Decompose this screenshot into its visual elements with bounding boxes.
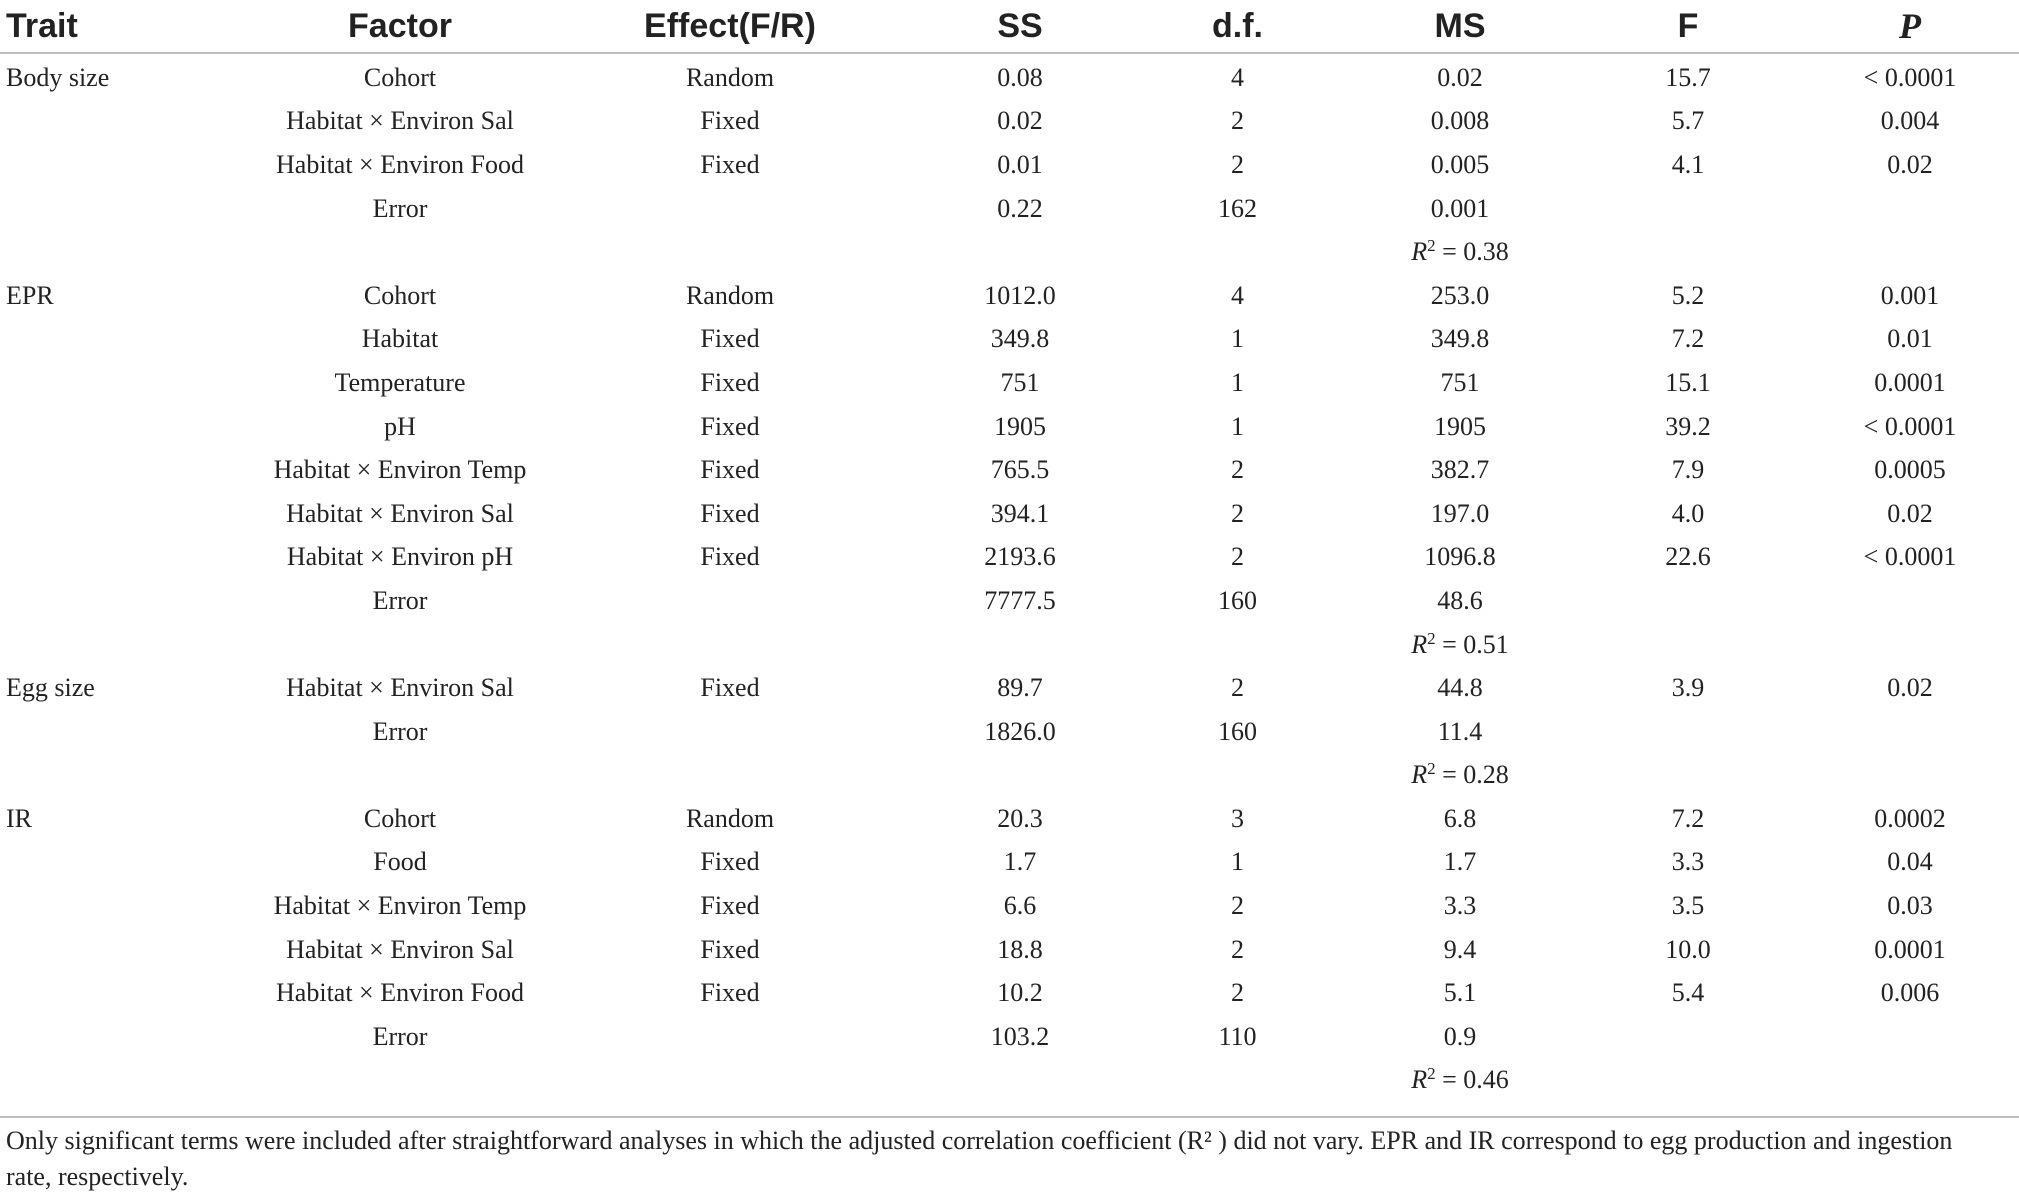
- cell-df: 1: [1231, 411, 1244, 441]
- cell-ms: 0.005: [1430, 149, 1490, 179]
- table-row: [0, 710, 2019, 754]
- cell-p: 0.01: [1887, 324, 1933, 354]
- cell-f: 4.0: [1671, 498, 1705, 528]
- cell-df: 4: [1231, 62, 1244, 92]
- cell-ss: 1012.0: [984, 280, 1056, 310]
- cell-factor: Temperature: [334, 367, 466, 397]
- table-row: [0, 100, 2019, 144]
- table-row: [0, 536, 2019, 580]
- cell-factor: Habitat × Environ Sal: [286, 934, 514, 964]
- cell-ms: 253.0: [1430, 280, 1490, 310]
- cell-trait: EPR: [6, 280, 54, 310]
- cell-ms: 0.008: [1430, 106, 1490, 136]
- cell-trait: [0, 187, 250, 231]
- table-row: [0, 318, 2019, 362]
- cell-df: 2: [1231, 498, 1244, 528]
- cell-f: 39.2: [1665, 411, 1711, 441]
- r-squared-number: = 0.38: [1442, 237, 1509, 267]
- r-squared-exponent: 2: [1427, 236, 1436, 256]
- cell-df: 2: [1231, 106, 1244, 136]
- cell-ss: 1905: [994, 411, 1046, 441]
- cell-f: 5.7: [1671, 106, 1705, 136]
- r-squared-value: [1411, 1065, 1509, 1094]
- cell-df: [1130, 230, 1345, 274]
- cell-p: < 0.0001: [1863, 62, 1957, 92]
- cell-f: [1575, 754, 1801, 798]
- cell-trait: [0, 841, 250, 885]
- cell-ss: 765.5: [990, 455, 1050, 485]
- cell-effect: Fixed: [700, 455, 760, 485]
- cell-trait: [0, 884, 250, 928]
- r-squared-symbol: R: [1411, 629, 1428, 659]
- footnote-line: Only significant terms were included after straightforward analyses in which the adjusted correlation coefficient (R² ) did not vary. EPR and IR correspond to egg production and ingestion: [6, 1126, 1953, 1155]
- header-ss: SS: [910, 0, 1130, 53]
- cell-p: 0.0005: [1874, 455, 1946, 485]
- cell-p: 0.03: [1887, 891, 1933, 921]
- cell-f: 5.4: [1671, 978, 1705, 1008]
- cell-effect: Fixed: [700, 542, 760, 572]
- cell-ss: [910, 1059, 1130, 1103]
- cell-ms: [1345, 230, 1575, 274]
- cell-effect: Fixed: [700, 934, 760, 964]
- cell-factor: Cohort: [363, 803, 437, 833]
- table-row: [0, 971, 2019, 1015]
- table-row: [0, 579, 2019, 623]
- cell-factor: Error: [372, 585, 428, 615]
- cell-effect: Fixed: [700, 106, 760, 136]
- cell-factor: Habitat × Environ Sal: [286, 106, 514, 136]
- cell-f: 15.7: [1665, 62, 1711, 92]
- header-f: F: [1575, 0, 1801, 53]
- cell-effect: [550, 1015, 910, 1059]
- cell-p: [1801, 754, 2019, 798]
- cell-p: [1801, 187, 2019, 231]
- cell-trait: [0, 492, 250, 536]
- table-row: [0, 754, 2019, 798]
- cell-ss: 7777.5: [984, 585, 1056, 615]
- cell-ms: 48.6: [1437, 585, 1483, 615]
- table-row: [0, 1059, 2019, 1103]
- cell-f: 4.1: [1671, 149, 1705, 179]
- table-row: [0, 274, 2019, 318]
- cell-df: 2: [1231, 455, 1244, 485]
- cell-effect: Random: [685, 62, 775, 92]
- cell-ss: 0.01: [997, 149, 1043, 179]
- cell-f: [1575, 187, 1801, 231]
- cell-ss: 89.7: [997, 673, 1043, 703]
- cell-p: [1801, 710, 2019, 754]
- cell-ms: [1345, 1059, 1575, 1103]
- cell-effect: Fixed: [700, 891, 760, 921]
- cell-factor: Habitat × Environ Food: [276, 149, 524, 179]
- cell-ms: 5.1: [1443, 978, 1477, 1008]
- table-row: [0, 361, 2019, 405]
- cell-f: 3.9: [1671, 673, 1705, 703]
- cell-ms: 9.4: [1443, 934, 1477, 964]
- cell-ss: 349.8: [990, 324, 1050, 354]
- cell-effect: Fixed: [700, 149, 760, 179]
- cell-ss: 20.3: [997, 803, 1043, 833]
- table-row: [0, 1015, 2019, 1059]
- cell-trait: [0, 536, 250, 580]
- cell-factor: Error: [372, 716, 428, 746]
- cell-effect: [550, 754, 910, 798]
- cell-df: 1: [1231, 324, 1244, 354]
- r-squared-number: = 0.28: [1442, 760, 1509, 790]
- cell-effect: [550, 230, 910, 274]
- cell-effect: Fixed: [700, 673, 760, 703]
- cell-p: 0.02: [1887, 498, 1933, 528]
- cell-ss: 394.1: [990, 498, 1050, 528]
- cell-df: 1: [1231, 367, 1244, 397]
- cell-p: 0.001: [1880, 280, 1940, 310]
- cell-trait: [0, 100, 250, 144]
- cell-ms: 1905: [1434, 411, 1486, 441]
- cell-trait: [0, 1015, 250, 1059]
- cell-ss: 6.6: [1003, 891, 1037, 921]
- cell-ms: 44.8: [1437, 673, 1483, 703]
- cell-ss: 1826.0: [984, 716, 1056, 746]
- cell-p: 0.0001: [1874, 367, 1946, 397]
- cell-p: [1801, 230, 2019, 274]
- cell-factor: Cohort: [363, 280, 437, 310]
- table-row: [0, 143, 2019, 187]
- cell-trait: [0, 971, 250, 1015]
- footnote-line: rate, respectively.: [6, 1162, 189, 1191]
- cell-factor: Habitat × Environ Sal: [286, 498, 514, 528]
- header-row: [0, 0, 2019, 53]
- cell-p: [1801, 579, 2019, 623]
- cell-p: 0.02: [1887, 673, 1933, 703]
- cell-trait: [0, 230, 250, 274]
- table-row: [0, 448, 2019, 492]
- cell-factor: [250, 754, 550, 798]
- cell-ms: 0.9: [1443, 1021, 1477, 1051]
- cell-p: < 0.0001: [1863, 411, 1957, 441]
- r-squared-exponent: 2: [1427, 628, 1436, 648]
- r-squared-symbol: R: [1411, 1065, 1428, 1095]
- cell-factor: Habitat: [361, 324, 439, 354]
- cell-effect: Fixed: [700, 367, 760, 397]
- cell-trait: [0, 579, 250, 623]
- table-row: [0, 884, 2019, 928]
- cell-effect: Random: [685, 280, 775, 310]
- cell-f: [1575, 230, 1801, 274]
- cell-p: 0.004: [1880, 106, 1940, 136]
- cell-p: 0.0001: [1874, 934, 1946, 964]
- cell-df: 2: [1231, 934, 1244, 964]
- cell-df: [1130, 1059, 1345, 1103]
- cell-f: 5.2: [1671, 280, 1705, 310]
- cell-ms: 1.7: [1443, 847, 1477, 877]
- cell-ss: 2193.6: [984, 542, 1056, 572]
- cell-trait: [0, 623, 250, 667]
- cell-f: [1575, 623, 1801, 667]
- r-squared-number: = 0.46: [1442, 1065, 1509, 1095]
- cell-df: 110: [1218, 1021, 1257, 1051]
- cell-df: [1130, 754, 1345, 798]
- cell-f: [1575, 579, 1801, 623]
- r-squared-value: [1411, 630, 1509, 659]
- table-row: [0, 623, 2019, 667]
- cell-effect: Fixed: [700, 847, 760, 877]
- table-row: [0, 928, 2019, 972]
- cell-effect: Fixed: [700, 978, 760, 1008]
- cell-ss: 0.08: [997, 62, 1043, 92]
- table-row: [0, 841, 2019, 885]
- cell-ms: 1096.8: [1424, 542, 1496, 572]
- cell-ms: 382.7: [1430, 455, 1490, 485]
- cell-factor: Habitat × Environ Temp: [273, 891, 527, 921]
- r-squared-exponent: 2: [1427, 759, 1436, 779]
- cell-factor: Food: [373, 847, 427, 877]
- table-row: [0, 230, 2019, 274]
- cell-trait: [0, 143, 250, 187]
- cell-p: 0.04: [1887, 847, 1933, 877]
- cell-p: < 0.0001: [1863, 542, 1957, 572]
- cell-factor: Habitat × Environ Food: [276, 978, 524, 1008]
- cell-ss: [910, 230, 1130, 274]
- cell-trait: [0, 448, 250, 492]
- cell-ms: 751: [1440, 367, 1480, 397]
- cell-ms: [1345, 623, 1575, 667]
- cell-factor: Habitat × Environ Temp: [273, 455, 527, 485]
- cell-ss: 0.22: [997, 193, 1043, 223]
- cell-df: 2: [1231, 673, 1244, 703]
- cell-p: [1801, 1015, 2019, 1059]
- cell-f: [1575, 1059, 1801, 1103]
- cell-df: [1130, 623, 1345, 667]
- r-squared-symbol: R: [1411, 237, 1428, 267]
- table-row: [0, 405, 2019, 449]
- cell-f: 3.3: [1671, 847, 1705, 877]
- table-row: [0, 492, 2019, 536]
- cell-ss: 1.7: [1003, 847, 1037, 877]
- cell-factor: [250, 1059, 550, 1103]
- cell-f: 15.1: [1665, 367, 1711, 397]
- cell-df: 4: [1231, 280, 1244, 310]
- cell-trait: Body size: [6, 62, 110, 92]
- cell-ms: [1345, 754, 1575, 798]
- cell-ss: 751: [1000, 367, 1040, 397]
- cell-effect: Random: [685, 803, 775, 833]
- cell-trait: [0, 710, 250, 754]
- cell-f: 7.2: [1671, 803, 1705, 833]
- cell-df: 1: [1231, 847, 1244, 877]
- cell-df: 3: [1231, 803, 1244, 833]
- cell-effect: [550, 187, 910, 231]
- cell-ms: 3.3: [1443, 891, 1477, 921]
- cell-factor: Error: [372, 193, 428, 223]
- cell-df: 160: [1218, 585, 1257, 615]
- table-row: [0, 53, 2019, 100]
- cell-ms: 11.4: [1437, 716, 1483, 746]
- cell-ms: 0.001: [1430, 193, 1490, 223]
- cell-ss: 10.2: [997, 978, 1043, 1008]
- cell-df: 162: [1218, 193, 1257, 223]
- cell-effect: [550, 623, 910, 667]
- cell-ss: [910, 754, 1130, 798]
- cell-factor: Habitat × Environ Sal: [286, 673, 514, 703]
- cell-f: [1575, 1015, 1801, 1059]
- cell-f: 3.5: [1671, 891, 1705, 921]
- cell-df: 2: [1231, 149, 1244, 179]
- cell-factor: Habitat × Environ pH: [286, 542, 514, 572]
- cell-effect: Fixed: [700, 324, 760, 354]
- cell-effect: [550, 1059, 910, 1103]
- table-footnote: [6, 1123, 2006, 1195]
- cell-trait: IR: [6, 803, 32, 833]
- cell-f: 7.2: [1671, 324, 1705, 354]
- cell-effect: [550, 579, 910, 623]
- header-factor: Factor: [250, 0, 550, 53]
- header-p: P: [1801, 0, 2019, 53]
- cell-trait: [0, 1059, 250, 1103]
- cell-df: 160: [1218, 716, 1257, 746]
- header-trait: Trait: [0, 0, 250, 53]
- cell-ss: 18.8: [997, 934, 1043, 964]
- cell-p: [1801, 623, 2019, 667]
- cell-trait: [0, 318, 250, 362]
- cell-p: 0.006: [1880, 978, 1940, 1008]
- header-ms: MS: [1345, 0, 1575, 53]
- cell-trait: [0, 928, 250, 972]
- cell-f: 22.6: [1665, 542, 1711, 572]
- cell-ms: 6.8: [1443, 803, 1477, 833]
- cell-df: 2: [1231, 542, 1244, 572]
- cell-df: 2: [1231, 978, 1244, 1008]
- cell-f: 7.9: [1671, 455, 1705, 485]
- cell-effect: Fixed: [700, 411, 760, 441]
- cell-trait: [0, 405, 250, 449]
- cell-ms: 0.02: [1437, 62, 1483, 92]
- cell-factor: [250, 230, 550, 274]
- cell-ss: 0.02: [997, 106, 1043, 136]
- cell-factor: pH: [384, 411, 416, 441]
- header-df: d.f.: [1130, 0, 1345, 53]
- footer-rule: [0, 1116, 2019, 1118]
- cell-f: [1575, 710, 1801, 754]
- r-squared-value: [1411, 760, 1509, 789]
- cell-factor: Cohort: [363, 62, 437, 92]
- table-header: [0, 0, 2019, 53]
- cell-factor: [250, 623, 550, 667]
- cell-p: 0.02: [1887, 149, 1933, 179]
- cell-trait: [0, 361, 250, 405]
- cell-p: [1801, 1059, 2019, 1103]
- cell-ms: 197.0: [1430, 498, 1490, 528]
- cell-trait: Egg size: [6, 673, 95, 703]
- cell-f: 10.0: [1665, 934, 1711, 964]
- table-row: [0, 797, 2019, 841]
- r-squared-value: [1411, 237, 1509, 266]
- r-squared-symbol: R: [1411, 760, 1428, 790]
- r-squared-exponent: 2: [1427, 1064, 1436, 1084]
- table-row: [0, 187, 2019, 231]
- cell-ss: [910, 623, 1130, 667]
- cell-ms: 349.8: [1430, 324, 1490, 354]
- cell-trait: [0, 754, 250, 798]
- table-body: [0, 53, 2019, 1102]
- cell-effect: [550, 710, 910, 754]
- cell-ss: 103.2: [990, 1021, 1050, 1051]
- cell-factor: Error: [372, 1021, 428, 1051]
- cell-effect: Fixed: [700, 498, 760, 528]
- cell-df: 2: [1231, 891, 1244, 921]
- table-row: [0, 666, 2019, 710]
- header-effect: Effect(F/R): [550, 0, 910, 53]
- cell-p: 0.0002: [1874, 803, 1946, 833]
- r-squared-number: = 0.51: [1442, 629, 1509, 659]
